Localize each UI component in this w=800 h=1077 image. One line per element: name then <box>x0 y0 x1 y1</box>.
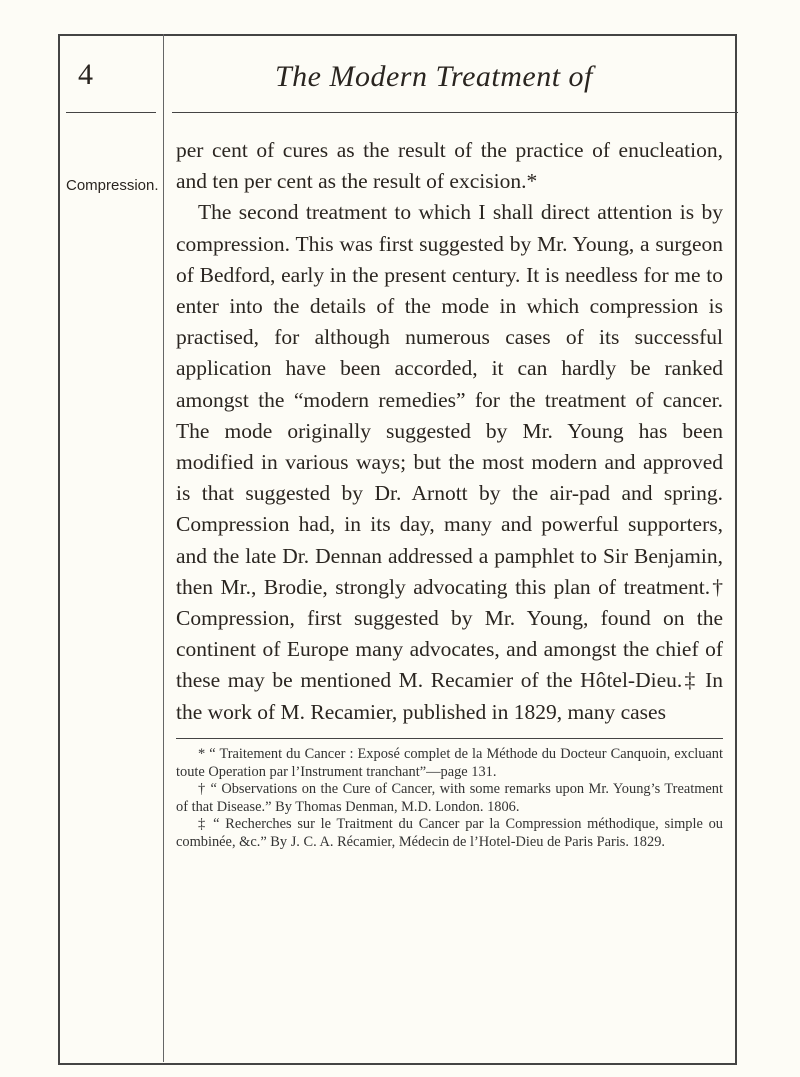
header-rule-right <box>172 112 738 113</box>
footnote: * “ Traitement du Cancer : Exposé complet de la Méthode du Docteur Canquoin, excluant toute Operation par l’Instrument tranchant”—page 131. <box>176 746 723 780</box>
margin-note: Compression. <box>66 177 159 194</box>
running-title: The Modern Treatment of <box>275 60 593 93</box>
footnote: ‡ “ Recherches sur le Traitment du Cancer par la Compression méthodique, simple ou combinée, &c.” By J. C. A. Récamier, Médecin de l’Hotel-Dieu de Paris Paris. 1829. <box>176 816 723 850</box>
paragraph: per cent of cures as the result of the practice of enucleation, and ten per cent as the result of excision.* <box>176 138 723 194</box>
paragraph: The second treatment to which I shall direct attention is by compression. This was first suggested by Mr. Young, a surgeon of Bedford, early in the present century. It is needless for me to enter into the details of the mode in which compression is practised, for although numerous cases of its successful application have been accorded, it can hardly be ranked amongst the “modern remedies” for the treatment of cancer. The mode originally suggested by Mr. Young has been modified in various ways; but the most modern and approved is that suggested by Dr. Arnott by the air-pad and spring. Compression had, in its day, many and powerful supporters, and the late Dr. Dennan addressed a pamphlet to Sir Benjamin, then Mr., Brodie, strongly advocating this plan of treatment.† Compression, first suggested by Mr. Young, found on the continent of Europe many advocates, and amongst the chief of these may be mentioned M. Recamier of the Hôtel-Dieu.‡ In the work of M. Recamier, published in 1829, many cases <box>176 200 723 724</box>
footnotes <box>176 746 723 852</box>
bottom-rule <box>58 1063 736 1065</box>
gutter-rule <box>163 34 164 1062</box>
footnote: † “ Observations on the Cure of Cancer, with some remarks upon Mr. Young’s Treatment of that Disease.” By Thomas Denman, M.D. London. 1806. <box>176 781 723 815</box>
top-rule <box>58 34 736 36</box>
header-rule-left <box>66 112 156 113</box>
left-frame-rule <box>58 34 60 1065</box>
footnote-separator <box>176 738 723 739</box>
right-frame-rule <box>735 34 737 1065</box>
body-text <box>176 135 723 728</box>
page-number: 4 <box>78 58 93 91</box>
